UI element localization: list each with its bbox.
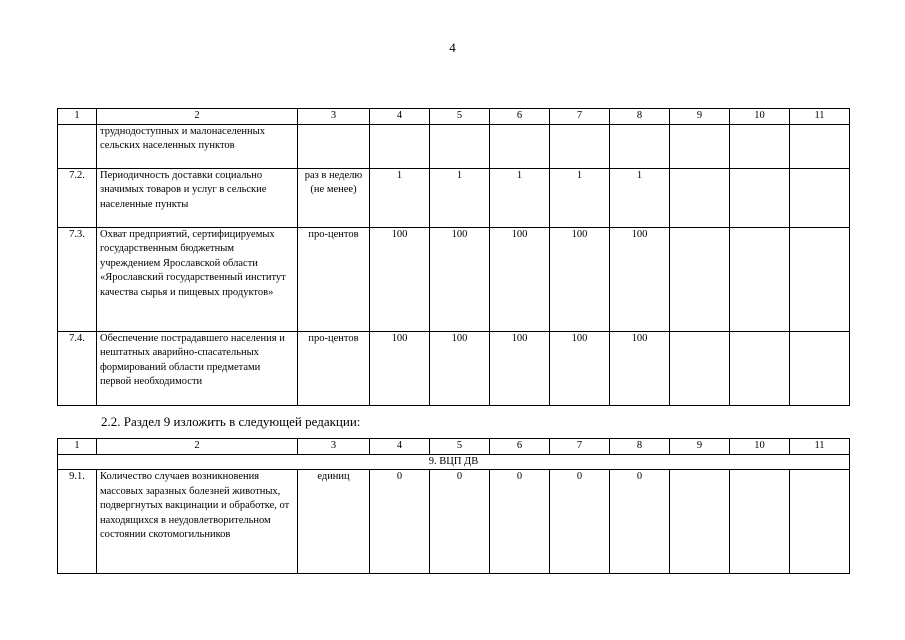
unit-of-measure: раз в неделю (не менее) (298, 168, 370, 227)
table-row (58, 331, 850, 405)
table-row (58, 168, 850, 227)
value-cell: 1 (490, 168, 550, 227)
value-cell (610, 124, 670, 168)
indicator-name: труднодоступных и малонаселенных сельских населенных пунктов (97, 124, 298, 168)
column-number-7: 7 (550, 439, 610, 455)
value-cell (490, 124, 550, 168)
column-number-4: 4 (370, 439, 430, 455)
value-cell (430, 124, 490, 168)
column-number-5: 5 (430, 439, 490, 455)
column-number-2: 2 (97, 439, 298, 455)
value-cell: 1 (550, 168, 610, 227)
value-cell: 1 (430, 168, 490, 227)
indicator-name: Обеспечение пострадавшего населения и нештатных аварийно-спасательных формирований области предметами первой необходимости (97, 331, 298, 405)
value-cell (790, 331, 850, 405)
value-cell: 0 (610, 470, 670, 574)
row-number: 7.4. (58, 331, 97, 405)
indicator-name: Количество случаев возникновения массовых заразных болезней животных, подвергнутых вакцинации и обработке, от находящихся в неудовлетворительном состоянии скотомогильников (97, 470, 298, 574)
value-cell (790, 124, 850, 168)
value-cell: 1 (370, 168, 430, 227)
row-number: 7.3. (58, 227, 97, 331)
column-number-9: 9 (670, 439, 730, 455)
value-cell (730, 124, 790, 168)
value-cell: 0 (490, 470, 550, 574)
page-number: 4 (449, 40, 456, 55)
column-number-2: 2 (97, 109, 298, 125)
column-number-6: 6 (490, 109, 550, 125)
value-cell: 100 (550, 331, 610, 405)
column-number-7: 7 (550, 109, 610, 125)
value-cell: 0 (430, 470, 490, 574)
value-cell (730, 227, 790, 331)
column-number-11: 11 (790, 109, 850, 125)
indicator-name: Периодичность доставки социально значимых товаров и услуг в сельские населенные пункты (97, 168, 298, 227)
column-number-3: 3 (298, 439, 370, 455)
value-cell (670, 168, 730, 227)
value-cell: 0 (370, 470, 430, 574)
table-row (58, 470, 850, 574)
value-cell (670, 124, 730, 168)
column-number-6: 6 (490, 439, 550, 455)
value-cell: 100 (610, 227, 670, 331)
column-number-1: 1 (58, 439, 97, 455)
value-cell: 100 (430, 227, 490, 331)
section-row (58, 454, 850, 470)
row-number (58, 124, 97, 168)
column-number-row (58, 109, 850, 125)
value-cell (790, 227, 850, 331)
value-cell (730, 331, 790, 405)
value-cell: 100 (370, 331, 430, 405)
value-cell (730, 168, 790, 227)
indicators-table-2 (57, 438, 850, 574)
value-cell (730, 470, 790, 574)
value-cell: 100 (370, 227, 430, 331)
column-number-1: 1 (58, 109, 97, 125)
unit-of-measure: единиц (298, 470, 370, 574)
column-number-8: 8 (610, 439, 670, 455)
value-cell: 100 (490, 227, 550, 331)
value-cell: 1 (610, 168, 670, 227)
section-title: 9. ВЦП ДВ (58, 454, 850, 470)
section-instruction: 2.2. Раздел 9 изложить в следующей редакции: (101, 414, 361, 429)
unit-of-measure: про-центов (298, 331, 370, 405)
value-cell: 100 (610, 331, 670, 405)
value-cell (550, 124, 610, 168)
indicators-table-1 (57, 108, 850, 406)
indicator-name: Охват предприятий, сертифицируемых государственным бюджетным учреждением Ярославской области «Ярославский государственный институт качества сырья и пищевых продуктов» (97, 227, 298, 331)
value-cell: 100 (490, 331, 550, 405)
column-number-row (58, 439, 850, 455)
value-cell (790, 168, 850, 227)
column-number-4: 4 (370, 109, 430, 125)
column-number-5: 5 (430, 109, 490, 125)
value-cell (670, 331, 730, 405)
column-number-10: 10 (730, 109, 790, 125)
value-cell (670, 470, 730, 574)
row-number: 9.1. (58, 470, 97, 574)
value-cell (370, 124, 430, 168)
table-row (58, 227, 850, 331)
unit-of-measure: про-центов (298, 227, 370, 331)
column-number-11: 11 (790, 439, 850, 455)
value-cell: 0 (550, 470, 610, 574)
table-row (58, 124, 850, 168)
unit-of-measure (298, 124, 370, 168)
column-number-9: 9 (670, 109, 730, 125)
value-cell (670, 227, 730, 331)
column-number-3: 3 (298, 109, 370, 125)
value-cell (790, 470, 850, 574)
column-number-8: 8 (610, 109, 670, 125)
row-number: 7.2. (58, 168, 97, 227)
column-number-10: 10 (730, 439, 790, 455)
value-cell: 100 (550, 227, 610, 331)
value-cell: 100 (430, 331, 490, 405)
